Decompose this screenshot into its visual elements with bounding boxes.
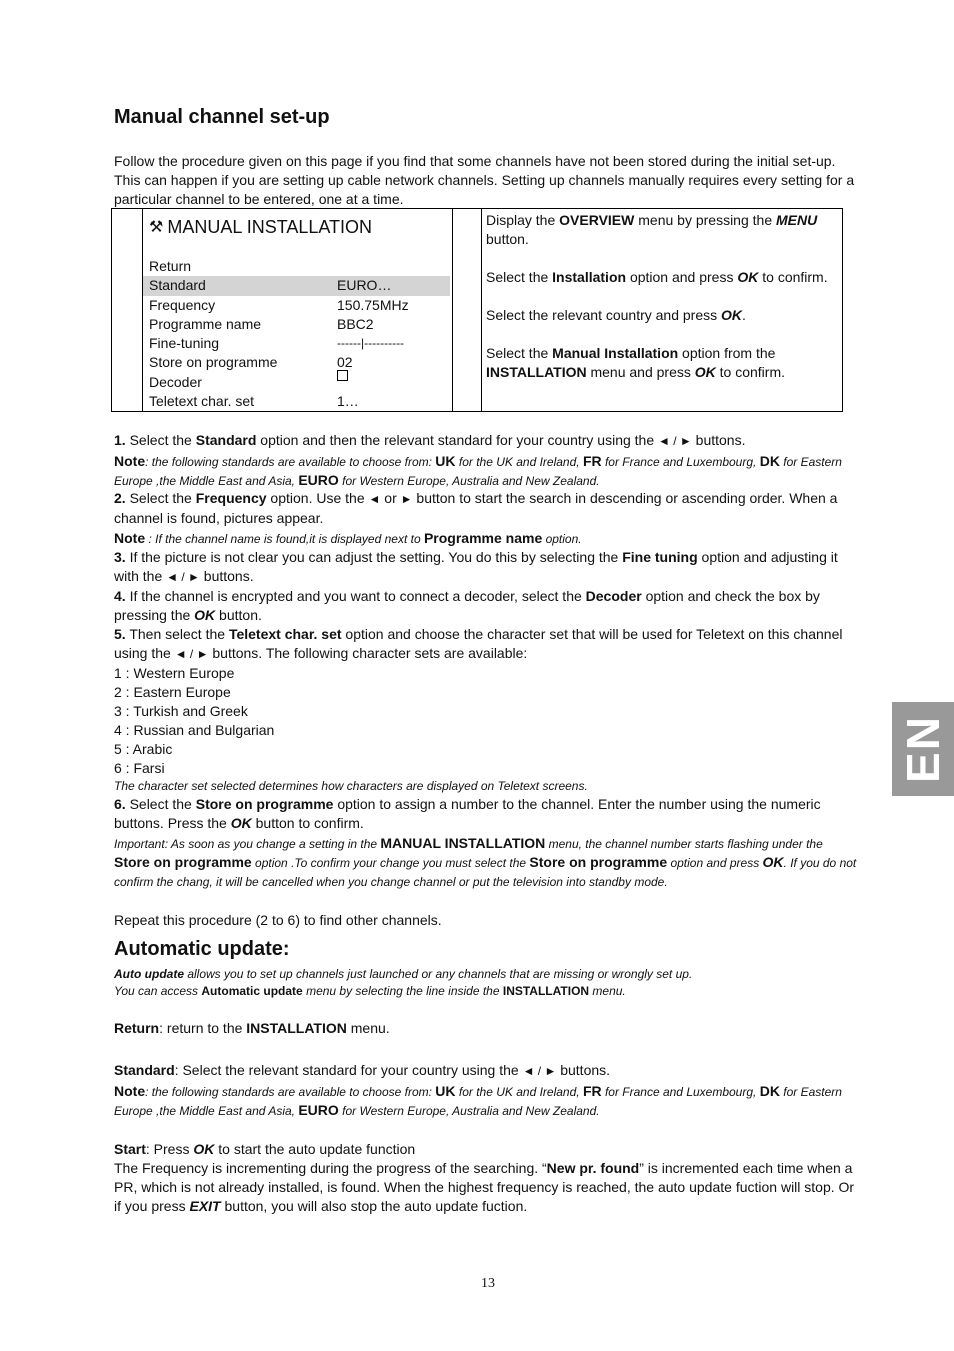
menu-item-fine-tuning[interactable] xyxy=(143,334,452,353)
right-arrow-icon: ► xyxy=(400,492,413,506)
menu-title-text: MANUAL INSTALLATION xyxy=(167,217,373,237)
menu-item-label: Frequency xyxy=(149,296,216,313)
return-description: Return: return to the INSTALLATION menu. xyxy=(114,1020,390,1036)
list-item: 3 : Turkish and Greek xyxy=(114,703,248,719)
charset-list xyxy=(114,664,859,778)
language-tab xyxy=(892,702,954,796)
table-left-margin xyxy=(112,209,143,412)
menu-screen xyxy=(143,209,453,412)
menu-item-label: Standard xyxy=(149,277,206,294)
left-right-arrows-icon: ◄ / ► xyxy=(166,570,200,584)
page-number: 13 xyxy=(481,1276,495,1291)
important-note: Important: As soon as you change a setting in the MANUAL INSTALLATION menu, the channel number starts flashing under the Store on programme option .To confirm your change you must select the Store on programme option and press OK. If you do not confirm the chang, it will be cancelled when you change channel or put the television into standby mode. xyxy=(114,835,857,889)
menu-item-label: Fine-tuning xyxy=(149,335,220,352)
fine-tuning-bar: ------|---------- xyxy=(337,336,405,351)
list-item: 4 : Russian and Bulgarian xyxy=(114,722,275,738)
standard-description: Standard: Select the relevant standard for your country using the ◄ / ► buttons. xyxy=(114,1062,611,1078)
menu-item-standard[interactable] xyxy=(143,276,450,295)
instruction-4: Select the Manual Installation option from the INSTALLATION menu and press OK to confirm. xyxy=(486,345,785,380)
table-spacer-column xyxy=(453,209,482,412)
menu-item-teletext-char-set[interactable] xyxy=(143,392,452,411)
decoder-checkbox[interactable] xyxy=(337,370,348,381)
step-6: 6. Select the Store on programme option to assign a number to the channel. Enter the number using the numeric buttons. Press the OK button to confirm. xyxy=(114,796,821,831)
charset-note: The character set selected determines how characters are displayed on Teletext screens. xyxy=(114,779,588,793)
instruction-1: Display the OVERVIEW menu by pressing the MENU button. xyxy=(486,212,818,247)
list-item: 5 : Arabic xyxy=(114,741,173,757)
note-standards: Note: the following standards are available to choose from: UK for the UK and Ireland, FR for France and Luxembourg, DK for Eastern Europe ,the Middle East and Asia, EURO for Western Europe, Australia and New Zealand. xyxy=(114,453,842,488)
list-item: 2 : Eastern Europe xyxy=(114,684,231,700)
step-4: 4. If the channel is encrypted and you want to connect a decoder, select the Decoder option and check the box by pressing the OK button. xyxy=(114,588,820,623)
left-right-arrows-icon: ◄ / ► xyxy=(522,1064,557,1078)
menu-item-value: BBC2 xyxy=(337,315,374,332)
menu-item-label: Store on programme xyxy=(149,354,278,371)
menu-title xyxy=(149,217,452,257)
list-item: 1 : Western Europe xyxy=(114,665,235,681)
menu-item-value: 02 xyxy=(337,354,353,371)
auto-update-intro: Auto update allows you to set up channels just launched or any channels that are missing or wrongly set up. xyxy=(114,967,693,981)
menu-item-value: EURO… xyxy=(337,277,392,294)
menu-item-programme-name[interactable] xyxy=(143,315,452,334)
list-item: 6 : Farsi xyxy=(114,760,165,776)
menu-item-label: Decoder xyxy=(149,373,202,390)
intro-paragraph: Follow the procedure given on this page if you find that some channels have not been stored during the initial set-up. This can happen if you are setting up cable network channels. Setting up channels manually requires every setting for a particular channel to be entered, one at a time. xyxy=(114,153,855,207)
step-3: 3. If the picture is not clear you can adjust the setting. You do this by selecting the Fine tuning option and adjusting it with the ◄ / ► buttons. xyxy=(114,549,838,584)
manual-installation-table xyxy=(111,208,843,412)
menu-item-value: 1… xyxy=(337,393,359,410)
instruction-2: Select the Installation option and press OK to confirm. xyxy=(486,269,828,285)
menu-item-value: 150.75MHz xyxy=(337,296,409,313)
section-title-automatic-update: Automatic update: xyxy=(114,938,290,960)
menu-item-return[interactable] xyxy=(143,257,452,276)
language-tab-label: EN xyxy=(897,715,949,783)
repeat-instruction: Repeat this procedure (2 to 6) to find other channels. xyxy=(114,912,442,928)
step-2: 2. Select the Frequency option. Use the ◄ or ► button to start the search in descending or ascending order. When a channel is found, pictures appear. xyxy=(114,490,838,526)
tools-icon: ⚒ xyxy=(149,219,164,236)
frequency-description: The Frequency is incrementing during the progress of the searching. “New pr. found” is incremented each time when a PR, which is not already installed, is found. When the highest frequency is reached, the auto update fuction will stop. Or if you press EXIT button, you will also stop the auto update fuction. xyxy=(114,1160,855,1214)
left-right-arrows-icon: ◄ / ► xyxy=(174,647,209,661)
left-arrow-icon: ◄ xyxy=(368,492,381,506)
note-standards-auto: Note: the following standards are available to choose from: UK for the UK and Ireland, FR for France and Luxembourg, DK for Eastern Europe ,the Middle East and Asia, EURO for Western Europe, Australia and New Zealand. xyxy=(114,1083,842,1118)
auto-update-access: You can access Automatic update menu by selecting the line inside the INSTALLATION menu. xyxy=(114,984,626,998)
step-1: 1. Select the Standard option and then the relevant standard for your country using the ◄ / ► buttons. xyxy=(114,432,746,448)
start-description: Start: Press OK to start the auto update function xyxy=(114,1141,416,1157)
page-title: Manual channel set-up xyxy=(114,106,330,128)
menu-item-label: Teletext char. set xyxy=(149,393,255,410)
step-5: 5. Then select the Teletext char. set option and choose the character set that will be used for Teletext on this channel using the ◄ / ► buttons. The following character sets are available: xyxy=(114,626,843,661)
menu-item-decoder[interactable] xyxy=(143,373,452,392)
instruction-3: Select the relevant country and press OK. xyxy=(486,307,746,323)
instructions-cell xyxy=(482,209,843,412)
left-right-arrows-icon: ◄ / ► xyxy=(658,434,692,448)
menu-item-frequency[interactable] xyxy=(143,296,452,315)
menu-item-label: Programme name xyxy=(149,315,262,332)
note-programme-name: Note : If the channel name is found,it is displayed next to Programme name option. xyxy=(114,530,582,546)
menu-item-label: Return xyxy=(149,258,192,274)
menu-item-store-on-programme[interactable] xyxy=(143,353,452,372)
